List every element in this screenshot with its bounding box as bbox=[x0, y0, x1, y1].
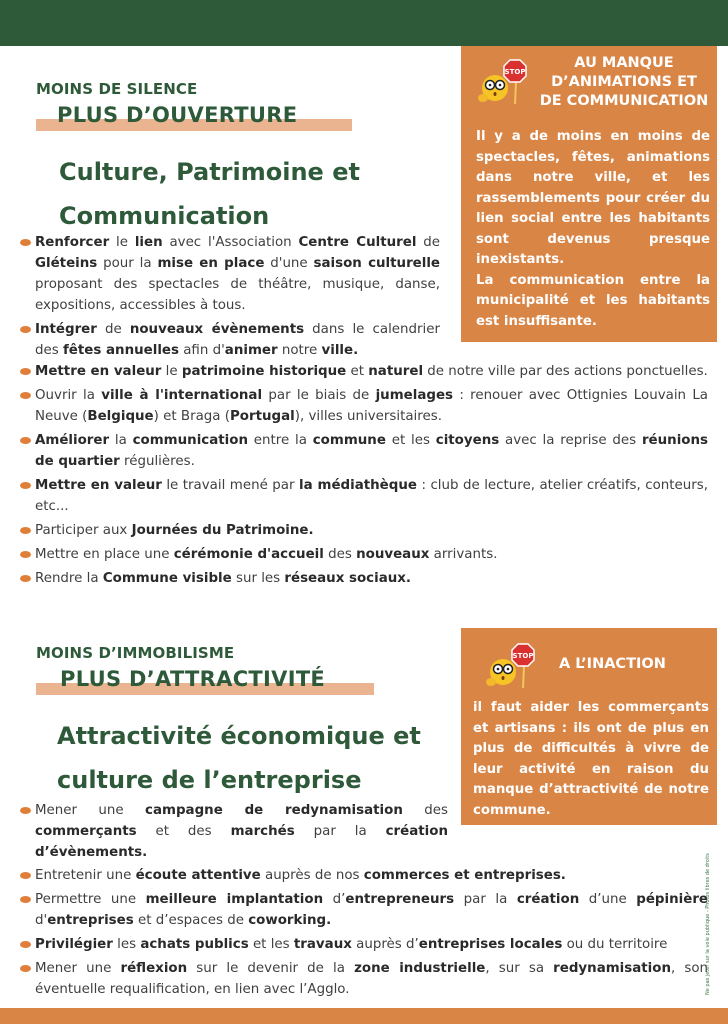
bullet-dot-icon bbox=[20, 326, 31, 333]
bullet-text: avec la reprise des bbox=[499, 433, 642, 448]
bullet-text: Rendre la bbox=[35, 571, 103, 586]
bullet-text-bold: la médiathèque bbox=[298, 478, 417, 493]
bullet-text-bold: patrimoine historique bbox=[181, 364, 347, 379]
bullet-text: le travail mené par bbox=[161, 478, 299, 493]
section1-title-line1: Culture, Patrimoine et bbox=[59, 158, 360, 186]
bullet-text-bold: campagne de redynamisation bbox=[145, 803, 403, 818]
section2-title-line2: culture de l’entreprise bbox=[57, 766, 362, 794]
bullet-text-bold: Journées du Patrimoine. bbox=[131, 523, 314, 538]
bullet-dot-icon bbox=[20, 527, 31, 534]
bullet-text-bold: commerces et entreprises. bbox=[363, 868, 566, 883]
bullet-text: proposant des spectacles de théâtre, musique, danse, expositions, accessibles à tous. bbox=[35, 277, 440, 313]
section2-bullet-list-wide bbox=[18, 865, 708, 1003]
bullet-dot-icon bbox=[20, 368, 31, 375]
callout-animations-communication bbox=[461, 46, 717, 342]
bullet-dot-icon bbox=[20, 575, 31, 582]
bullet-text: notre bbox=[277, 343, 322, 358]
callout1-body-para1: Il y a de moins en moins de spectacles, fêtes, animations dans notre ville, et les rassemblements pour créer du lien social entre les habitants sont devenus presque inexistants. bbox=[476, 129, 710, 267]
bullet-text-bold: Belgique bbox=[87, 409, 154, 424]
top-header-bar bbox=[0, 0, 728, 46]
bullet-item bbox=[18, 889, 708, 931]
bullet-text: ) et Braga ( bbox=[153, 409, 230, 424]
bullet-text: et les bbox=[248, 937, 294, 952]
bullet-text: : renouer avec Ottignies Louvain La Neuve ( bbox=[35, 388, 708, 424]
bullet-text: Mettre en place une bbox=[35, 547, 174, 562]
svg-text:STOP: STOP bbox=[504, 68, 526, 76]
section1-title-line2: Communication bbox=[59, 202, 270, 230]
section1-bullet-list-wide bbox=[18, 361, 708, 592]
callout1-title-line2: D’ANIMATIONS ET bbox=[551, 74, 697, 90]
bullet-dot-icon bbox=[20, 239, 31, 246]
bullet-dot-icon bbox=[20, 551, 31, 558]
bullet-text: et bbox=[346, 364, 369, 379]
bullet-text: et les bbox=[385, 433, 436, 448]
bullet-text-bold: citoyens bbox=[435, 433, 500, 448]
callout-inaction bbox=[461, 628, 717, 825]
bullet-text: auprès d’ bbox=[351, 937, 419, 952]
bullet-dot-icon bbox=[20, 941, 31, 948]
bullet-text-bold: jumelages bbox=[375, 388, 454, 403]
callout2-body: il faut aider les commerçants et artisans : ils ont de plus en plus de difficultés à vivre de leur activité en raison du manque d’attractivité de notre commune. bbox=[473, 700, 709, 818]
bullet-text-bold: cérémonie d'accueil bbox=[173, 547, 324, 562]
bullet-text-bold: coworking. bbox=[248, 913, 332, 928]
bullet-text-bold: entreprises locales bbox=[418, 937, 563, 952]
bullet-text: des bbox=[402, 803, 448, 818]
bullet-dot-icon bbox=[20, 965, 31, 972]
bottom-footer-bar bbox=[0, 1008, 728, 1024]
bullet-text-bold: Commune visible bbox=[102, 571, 232, 586]
bullet-text-bold: Mettre en valeur bbox=[35, 364, 162, 379]
bullet-text-bold: marchés bbox=[230, 824, 295, 839]
bullet-dot-icon bbox=[20, 807, 31, 814]
bullet-text: ), villes universitaires. bbox=[294, 409, 442, 424]
bullet-text-bold: ville à l'international bbox=[101, 388, 263, 403]
bullet-text-bold: Renforcer bbox=[35, 235, 110, 250]
bullet-text: ou du territoire bbox=[562, 937, 668, 952]
bullet-text: entre la bbox=[248, 433, 313, 448]
section2-bullet-list-narrow bbox=[18, 800, 448, 866]
bullet-text-bold: achats publics bbox=[140, 937, 249, 952]
bullet-text: sur le devenir de la bbox=[187, 961, 355, 976]
section1-headline: PLUS D’OUVERTURE bbox=[57, 103, 298, 127]
bullet-text-bold: commerçants bbox=[35, 824, 137, 839]
bullet-text-bold: mise en place bbox=[157, 256, 265, 271]
section2-title-line1: Attractivité économique et bbox=[57, 722, 421, 750]
bullet-text-bold: Mettre en valeur bbox=[35, 478, 162, 493]
bullet-item bbox=[18, 319, 440, 361]
bullet-dot-icon bbox=[20, 896, 31, 903]
bullet-text: Mener une bbox=[35, 961, 121, 976]
callout1-body bbox=[476, 127, 710, 332]
section2-headline: PLUS D’ATTRACTIVITÉ bbox=[60, 667, 326, 691]
callout1-title-line1: AU MANQUE bbox=[574, 55, 674, 71]
callout1-title bbox=[531, 54, 717, 111]
bullet-text-bold: entreprises bbox=[47, 913, 134, 928]
bullet-text: dans le calendrier des bbox=[35, 322, 440, 358]
bullet-text: d’ bbox=[323, 892, 346, 907]
bullet-text: , sur sa bbox=[485, 961, 554, 976]
callout1-title-line3: DE COMMUNICATION bbox=[539, 93, 709, 109]
bullet-text-bold: ville. bbox=[321, 343, 359, 358]
section2-kicker: MOINS D’IMMOBILISME bbox=[36, 644, 235, 662]
side-legal-note: Ne pas jeter sur la voie publique - Photos libres de droits bbox=[705, 853, 711, 995]
svg-text:STOP: STOP bbox=[512, 652, 534, 660]
bullet-text-bold: réunions de quartier bbox=[35, 433, 708, 469]
bullet-text-bold: saison culturelle bbox=[313, 256, 441, 271]
bullet-text: Permettre une bbox=[35, 892, 146, 907]
bullet-text: de bbox=[416, 235, 440, 250]
bullet-text: d'une bbox=[264, 256, 314, 271]
bullet-item bbox=[18, 430, 708, 472]
bullet-text: et d’espaces de bbox=[133, 913, 249, 928]
bullet-text-bold: création d’évènements. bbox=[35, 824, 448, 860]
section1-title bbox=[59, 150, 360, 238]
bullet-text-bold: écoute attentive bbox=[135, 868, 261, 883]
bullet-text-bold: zone industrielle bbox=[354, 961, 486, 976]
bullet-text: le bbox=[161, 364, 182, 379]
bullet-text: , son éventuelle requalification, en lien avec l’Agglo. bbox=[35, 961, 709, 997]
bullet-item bbox=[18, 361, 708, 382]
section2-title bbox=[57, 714, 421, 802]
bullet-dot-icon bbox=[20, 872, 31, 879]
bullet-item bbox=[18, 385, 708, 427]
callout2-title: A L’INACTION bbox=[559, 656, 666, 672]
bullet-item bbox=[18, 800, 448, 863]
bullet-text-bold: animer bbox=[224, 343, 278, 358]
bullet-text-bold: fêtes annuelles bbox=[62, 343, 179, 358]
bullet-text: d' bbox=[35, 913, 48, 928]
bullet-text: le bbox=[109, 235, 135, 250]
bullet-text: : club de lecture, atelier créatifs, conteurs, etc... bbox=[35, 478, 708, 514]
bullet-text: afin d' bbox=[178, 343, 225, 358]
bullet-text-bold: communication bbox=[132, 433, 248, 448]
bullet-text: par la bbox=[454, 892, 517, 907]
bullet-text: Mener une bbox=[35, 803, 146, 818]
bullet-item bbox=[18, 865, 708, 886]
bullet-text: des bbox=[323, 547, 357, 562]
bullet-text-bold: Améliorer bbox=[35, 433, 110, 448]
bullet-item bbox=[18, 475, 708, 517]
bullet-item bbox=[18, 544, 708, 565]
bullet-text-bold: meilleure implantation bbox=[145, 892, 324, 907]
bullet-text: la bbox=[109, 433, 133, 448]
bullet-item bbox=[18, 568, 708, 589]
bullet-text: régulières. bbox=[119, 454, 195, 469]
bullet-text: auprès de nos bbox=[260, 868, 364, 883]
section1-bullet-list-narrow bbox=[18, 232, 440, 364]
bullet-text-bold: travaux bbox=[293, 937, 352, 952]
bullet-text-bold: nouveaux bbox=[356, 547, 430, 562]
bullet-text-bold: réseaux sociaux. bbox=[284, 571, 412, 586]
bullet-item bbox=[18, 934, 708, 955]
bullet-text: d’une bbox=[579, 892, 637, 907]
bullet-text-bold: Centre Culturel bbox=[298, 235, 417, 250]
section1-kicker: MOINS DE SILENCE bbox=[36, 80, 198, 98]
bullet-text-bold: commune bbox=[312, 433, 386, 448]
bullet-dot-icon bbox=[20, 392, 31, 399]
bullet-text-bold: naturel bbox=[368, 364, 424, 379]
bullet-text-bold: réflexion bbox=[120, 961, 188, 976]
bullet-text: par le biais de bbox=[262, 388, 376, 403]
bullet-text-bold: pépinière bbox=[636, 892, 708, 907]
bullet-text: arrivants. bbox=[429, 547, 498, 562]
bullet-text: Participer aux bbox=[35, 523, 132, 538]
bullet-text-bold: Portugal bbox=[229, 409, 295, 424]
bullet-text: les bbox=[112, 937, 141, 952]
bullet-dot-icon bbox=[20, 437, 31, 444]
bullet-text: Ouvrir la bbox=[35, 388, 102, 403]
bullet-text: avec l'Association bbox=[162, 235, 299, 250]
bullet-text: de bbox=[96, 322, 130, 337]
bullet-item bbox=[18, 232, 440, 316]
stop-sign-emoji-icon bbox=[481, 640, 543, 690]
bullet-item bbox=[18, 520, 708, 541]
bullet-text-bold: entrepreneurs bbox=[345, 892, 455, 907]
bullet-text-bold: création bbox=[516, 892, 580, 907]
bullet-item bbox=[18, 958, 708, 1000]
bullet-text-bold: nouveaux évènements bbox=[129, 322, 305, 337]
bullet-text: et des bbox=[136, 824, 231, 839]
stop-sign-emoji-icon bbox=[473, 56, 535, 106]
bullet-text: par la bbox=[294, 824, 386, 839]
bullet-text-bold: lien bbox=[134, 235, 163, 250]
bullet-text: pour la bbox=[97, 256, 158, 271]
bullet-text-bold: Gléteins bbox=[35, 256, 98, 271]
bullet-text-bold: Intégrer bbox=[35, 322, 97, 337]
bullet-text-bold: redynamisation bbox=[553, 961, 671, 976]
bullet-text: sur les bbox=[231, 571, 285, 586]
bullet-text: Entretenir une bbox=[35, 868, 136, 883]
bullet-dot-icon bbox=[20, 482, 31, 489]
callout1-body-para2: La communication entre la municipalité et les habitants est insuffisante. bbox=[476, 272, 710, 329]
bullet-text: de notre ville par des actions ponctuelles. bbox=[423, 364, 708, 379]
bullet-text-bold: Privilégier bbox=[35, 937, 113, 952]
